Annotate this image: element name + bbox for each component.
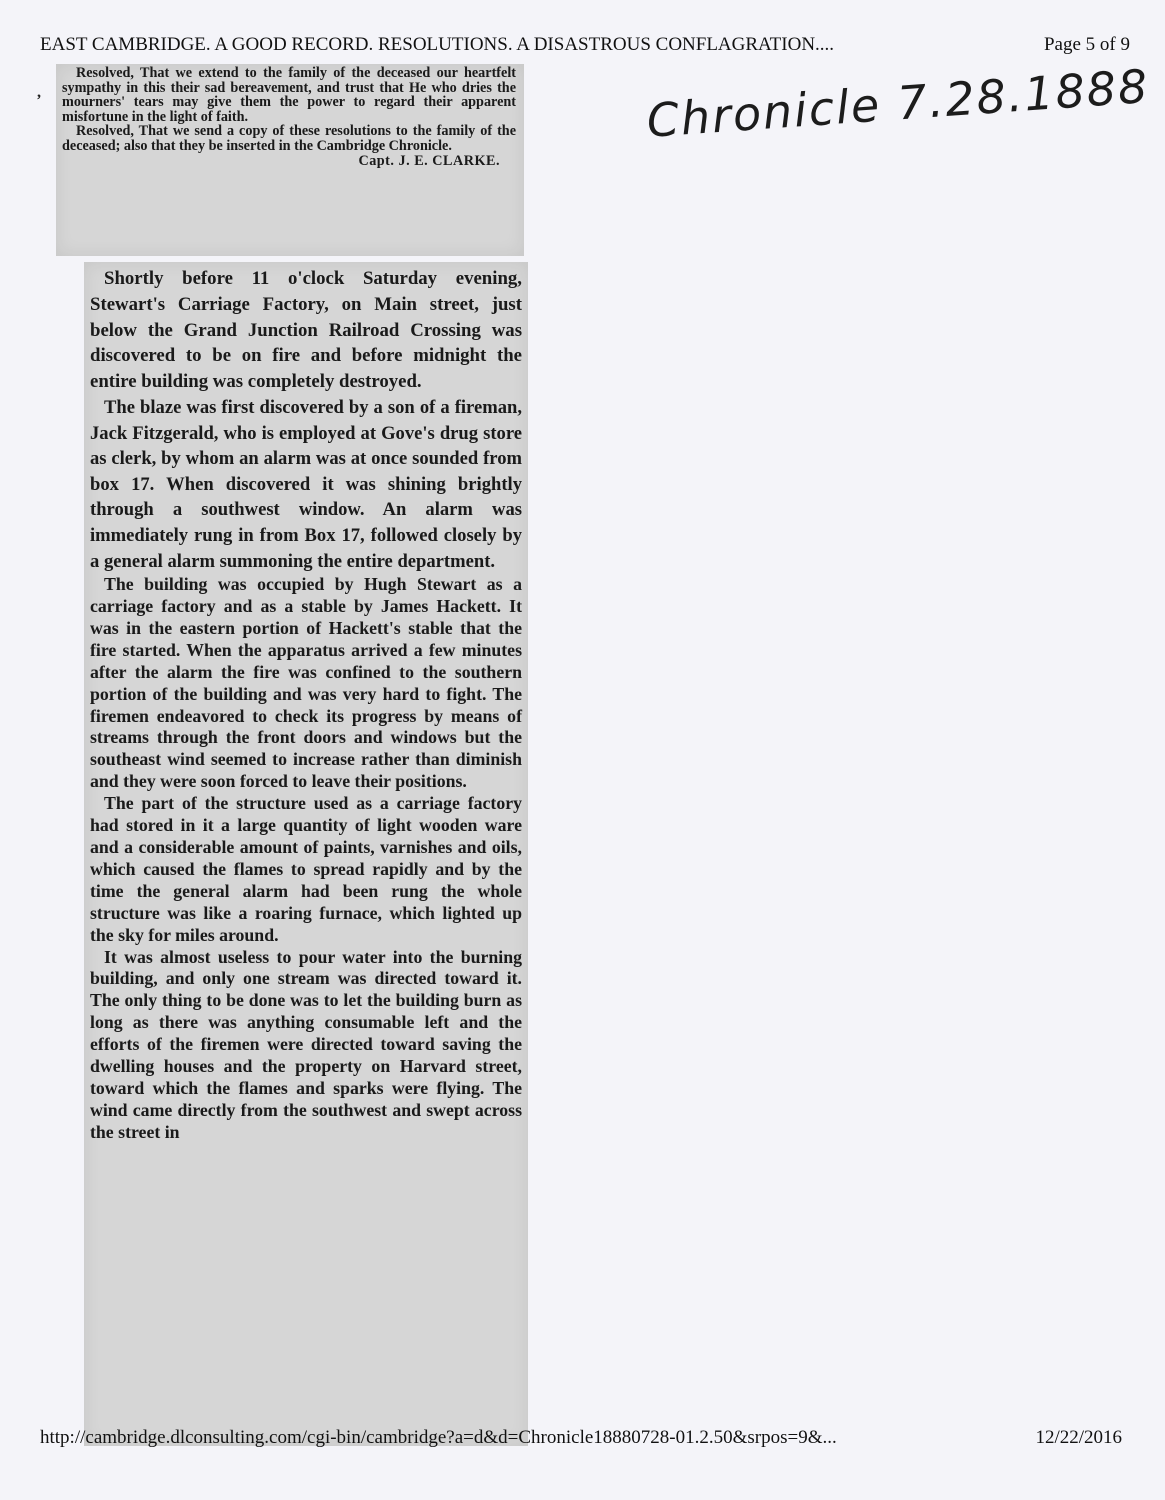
page-indicator: Page 5 of 9 (1043, 34, 1130, 55)
article-paragraph: The building was occupied by Hugh Stewart as a carriage factory and as a stable by James Hackett. It was in the eastern portion of Hackett's stable that the fire started. When the apparatus arrived a few minutes after the alarm the fire was confined to the southern portion of the building and was very hard to fight. The firemen endeavored to check its progress by means of streams through the front doors and windows but the southeast wind seemed to increase rather than diminish and they were soon forced to leave their positions. (90, 574, 522, 792)
source-url: http://cambridge.dlconsulting.com/cgi-bin/cambridge?a=d&d=Chronicle18880728-01.2.50&srpos=9&... (40, 1427, 837, 1448)
article-paragraph: The part of the structure used as a carriage factory had stored in it a large quantity of light wooden ware and a considerable amount of paints, varnishes and oils, which caused the flames to spread rapidly and by the time the general alarm had been rung the whole structure was like a roaring furnace, which lighted up the sky for miles around. (90, 793, 522, 945)
resolution-signature: Capt. J. E. CLARKE. (358, 152, 500, 169)
clipping-article (84, 262, 528, 1446)
print-date: 12/22/2016 (1035, 1427, 1122, 1448)
article-paragraph: The blaze was first discovered by a son of a fireman, Jack Fitzgerald, who is employed at Gove's drug store as clerk, by whom an alarm was at once sounded from box 17. When discovered it was shining brightly through a southwest window. An alarm was immediately rung in from Box 17, followed closely by a general alarm summoning the entire department. (90, 396, 522, 572)
clipping-resolutions (56, 64, 524, 256)
resolution-paragraph: Resolved, That we extend to the family of the deceased our heartfelt sympathy in this their sad bereavement, and trust that He who dries the mourners' tears may give them the power to regard their apparent misfortune in the light of faith. (62, 65, 516, 125)
article-paragraph: Shortly before 11 o'clock Saturday evening, Stewart's Carriage Factory, on Main street, just below the Grand Junction Railroad Crossing was discovered to be on fire and before midnight the entire building was completely destroyed. (90, 268, 522, 393)
handwritten-annotation: Chronicle 7.28.1888 (645, 58, 1151, 148)
document-title: EAST CAMBRIDGE. A GOOD RECORD. RESOLUTIONS. A DISASTROUS CONFLAGRATION.... (40, 34, 835, 55)
page-footer (40, 1427, 1130, 1453)
resolution-paragraph: Resolved, That we send a copy of these resolutions to the family of the deceased; also that they be inserted in the Cambridge Chronicle. (62, 123, 516, 154)
page-header (40, 34, 1130, 64)
tick-mark-icon: , (37, 84, 41, 101)
article-paragraph: It was almost useless to pour water into the burning building, and only one stream was directed toward it. The only thing to be done was to let the building burn as long as there was anything consumable left and the efforts of the firemen were directed toward saving the dwelling houses and the property on Harvard street, toward which the flames and sparks were flying. The wind came directly from the southwest and swept across the street in (90, 946, 522, 1142)
